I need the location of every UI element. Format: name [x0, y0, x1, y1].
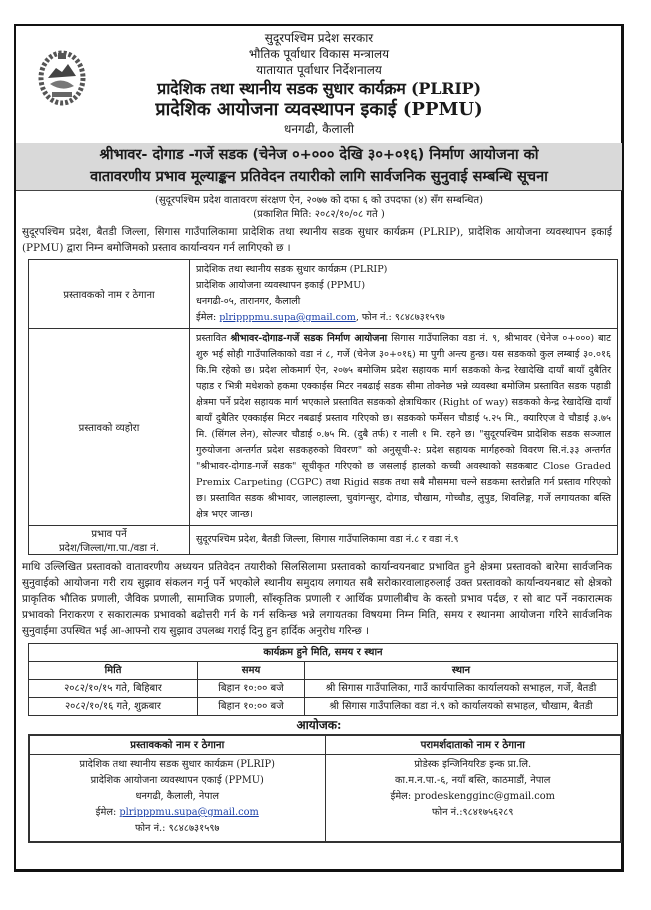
- email-link[interactable]: plripppmu.supa@gmail.com: [219, 312, 356, 323]
- table-row: [29, 698, 618, 716]
- schedule-place: श्री सिगास गाउँपालिका वडा नं.९ को कार्यालयको सभाहल, चौखाम, बैतडी: [305, 698, 618, 716]
- directorate-name: यातायात पूर्वाधार निर्देशनालय: [256, 63, 382, 77]
- table-row: [29, 260, 618, 329]
- organizer-table: [28, 734, 622, 843]
- notice-document: [16, 26, 622, 843]
- schedule-time: बिहान १०:०० बजे: [198, 680, 305, 698]
- consultant-line: ईमेल: prodeskengginc@gmail.com: [390, 791, 555, 802]
- affected-label-line: प्रभाव पर्ने: [91, 529, 127, 540]
- consultant-line: का.म.न.पा.-६, नयाँ बस्ति, काठमाडौं, नेपाल: [395, 775, 551, 786]
- office-location: धनगढी, कैलाली: [284, 122, 354, 136]
- proponent-label: प्रस्तावकको नाम र ठेगाना: [29, 260, 190, 329]
- proponent-line: प्रादेशिक आयोजना व्यवस्थापन एकाई (PPMU): [90, 775, 264, 786]
- proponent-value: [190, 260, 618, 329]
- schedule-table: [28, 643, 618, 716]
- consultant-line: फोन नं.:९८४१७५६२८९: [432, 807, 514, 818]
- column-header-date: मिति: [29, 662, 198, 680]
- appeal-paragraph: माथि उल्लिखित प्रस्तावको वातावरणीय अध्ययन प्रतिवेदन तयारीको सिलसिलामा प्रस्तावको कार्यान्वयनबाट प्रभावित हुने क्षेत्रमा प्रस्तावको बारेमा सार्वजनिक सुनुवाईको आयोजना गरी राय सुझाव संकलन गर्नु पर्ने भएकोले स्थानीय समुदाय लगायत सबै सरोकारवालाहरुलाई उक्त प्रस्तावको कार्यान्वयनबाट सो क्षेत्रको प्राकृतिक भौतिक प्रणाली, जैविक प्रणाली, सामाजिक प्रणाली, साँस्कृतिक प्रणाली र आर्थिक प्रणालीबीच के कस्तो प्रभाव पर्दछ, र सो बाट पर्ने नकारात्मक प्रभावको निराकरण र सकारात्मक प्रभावको बढोत्तरी गर्न के गर्न सकिन्छ भन्ने लगायतका विषयमा निम्न मिति, समय र स्थानमा आयोजना गरिने सार्वजनिक सुनुवाईमा उपस्थित भई आ-आफ्नो राय सुझाव उपलब्ध गराई दिनु हुन हार्दिक अनुरोध गरिन्छ ।: [22, 561, 612, 637]
- column-header-place: स्थान: [305, 662, 618, 680]
- description-label: प्रस्तावको व्यहोरा: [29, 329, 190, 526]
- column-header-time: समय: [198, 662, 305, 680]
- ministry-name: भौतिक पूर्वाधार विकास मन्त्रालय: [248, 47, 390, 61]
- organizer-title: आयोजक:: [296, 718, 342, 732]
- description-value: [190, 329, 618, 526]
- proponent-line: प्रादेशिक तथा स्थानीय सडक सुधार कार्यक्रम (PLRIP): [196, 264, 388, 275]
- unit-name: प्रादेशिक आयोजना व्यवस्थापन इकाई (PPMU): [155, 99, 483, 120]
- proponent-line: प्रादेशिक तथा स्थानीय सडक सुधार कार्यक्रम (PLRIP): [79, 759, 275, 770]
- consultant-details: [325, 755, 621, 843]
- table-row: [29, 526, 618, 555]
- table-header-row: [29, 662, 618, 680]
- proponent-header: प्रस्तावकको नाम र ठेगाना: [29, 735, 325, 755]
- schedule-date: २०८२/१०/१५ गते, बिहिबार: [29, 680, 198, 698]
- proponent-contact: [196, 310, 611, 326]
- description-pre: प्रस्तावित: [196, 333, 227, 344]
- notice-title-line2: वातावरणीय प्रभाव मूल्याङ्कन प्रतिवेदन तयारीको लागि सार्वजनिक सुनुवाई सम्बन्धि सूचना: [90, 169, 548, 185]
- proponent-phone: फोन नं.: ९८४८७३१५९७: [134, 823, 220, 834]
- schedule-date: २०८२/१०/१६ गते, शुक्रबार: [29, 698, 198, 716]
- affected-area-label: [29, 526, 190, 555]
- email-label: ईमेल:: [196, 312, 217, 323]
- table-row: [29, 644, 618, 662]
- proponent-line: धनगढी-०५, तारानगर, कैलाली: [196, 296, 301, 307]
- proponent-email-row: [34, 805, 321, 821]
- affected-label-line: प्रदेश/जिल्ला/गा.पा./वडा नं.: [58, 543, 160, 554]
- published-date: (प्रकाशित मिति: २०८२/१०/०८ गते ): [253, 209, 385, 220]
- act-reference: (सुदूरपश्चिम प्रदेश वातावरण संरक्षण ऐन, २०७७ को दफा ६ को उपदफा (४) सँग सम्बन्धित): [154, 195, 483, 206]
- proponent-line: प्रादेशिक आयोजना व्यवस्थापन इकाई (PPMU): [196, 280, 366, 291]
- government-name: सुदूरपश्चिम प्रदेश सरकार: [264, 31, 374, 45]
- table-row: [29, 755, 621, 843]
- table-row: [29, 680, 618, 698]
- affected-area-value: सुदूरपश्चिम प्रदेश, बैतडी जिल्ला, सिगास गाउँपालिकामा वडा नं.८ र वडा नं.९: [190, 526, 618, 555]
- schedule-time: बिहान १०:०० बजे: [198, 698, 305, 716]
- consultant-line: प्रोडेस्क इन्जिनियरिङ इन्क प्रा.लि.: [414, 759, 532, 770]
- consultant-header: परामर्शदाताको नाम र ठेगाना: [325, 735, 621, 755]
- notice-title-line1: श्रीभावर- दोगाड -गर्जे सडक (चेनेज ०+००० देखि ३०+०१६) निर्माण आयोजना को: [99, 147, 539, 163]
- project-name: श्रीभावर-दोगाड-गर्जे सडक निर्माण आयोजना: [230, 333, 388, 344]
- phone-label: , फोन नं.:: [355, 312, 392, 323]
- proposal-info-table: [28, 259, 618, 555]
- phone-number: ९८४८७३१५९७: [394, 312, 445, 323]
- header: [16, 26, 622, 137]
- notice-title-banner: [16, 143, 622, 191]
- email-link[interactable]: plripppmu.supa@gmail.com: [119, 807, 259, 818]
- intro-paragraph: सुदूरपश्चिम प्रदेश, बैतडी जिल्ला, सिगास गाउँपालिकामा प्रादेशिक तथा स्थानीय सडक सुधार कार्यक्रम (PLRIP), प्रादेशिक आयोजना व्यवस्थापन इकाई (PPMU) द्वारा निम्न बमोजिमको प्रस्ताव कार्यान्वयन गर्न लागिएको छ ।: [22, 226, 612, 254]
- program-name: प्रादेशिक तथा स्थानीय सडक सुधार कार्यक्रम (PLRIP): [157, 79, 481, 98]
- email-label: ईमेल:: [95, 807, 120, 818]
- proponent-details: [29, 755, 325, 843]
- table-row: [29, 329, 618, 526]
- schedule-place: श्री सिगास गाउँपालिका, गाउँ कार्यपालिका कार्यालयको सभाहल, गर्जे, बैतडी: [305, 680, 618, 698]
- table-header-row: [29, 735, 621, 755]
- proponent-line: धनगढी, कैलाली, नेपाल: [135, 791, 220, 802]
- schedule-title: कार्यक्रम हुने मिति, समय र स्थान: [29, 644, 618, 662]
- description-body: सिगास गाउँपालिका वडा नं. ९, श्रीभावर (चेनेज ०+०००) बाट शुरु भई सोही गाउँपालिकाको वडा नं ८, गर्जे (चेनेज ३०+०१६) मा पुगी अन्त्य हुन्छ। यस सडकको कुल लम्बाई ३०.०१६ कि.मि रहेको छ। प्रदेश लोकमार्ग ऐन, २०७५ बमोजिम प्रदेश सहायक मार्ग सडकको केन्द्र रेखादेखि दायाँ बायाँ दुबैतिर पहाड र भित्री मधेशको हकमा एक्काईस मिटर नबढाई सडक सीमा तोक्नेछ भन्ने व्यवस्था बमोजिम प्रस्तावित सडक पहाडी क्षेत्रमा पर्ने प्रदेश सहायक मार्ग भएकाले प्रस्तावित सडकको क्षेत्राधिकार (Right of way) सडकको केन्द्र रेखादेखि दायाँ बायाँ दुबैतिर एक्काईस मिटर नबढाई प्रस्ताव गरिएको छ। सडकको फर्मेसन चौडाई ५.२५ मि., क्यारिएज वे चौडाई ३.७५ मि. (सिंगल लेन), सोल्जर चौडाई ०.७५ मि. (दुबै तर्फ) र नाली १ मि. रहने छ। "सुदूरपश्चिम प्रादेशिक सडक सञ्जाल गुरुयोजना अन्तर्गत प्रदेश सडकहरुको विवरण" को अनुसूची-२: प्रदेश सहायक मार्गहरुको विवरण सि.नं.३३ अन्तर्गत "श्रीभावर-दोगाड-गर्जे सडक" सूचीकृत गरिएको छ जसलाई हालको कच्ची अवस्थाको सडकबाट Close Graded Premix Carpeting (CGPC) तथा Rigid सडक तथा सबै मौसममा चल्ने सडकमा स्तरोन्नति गर्न प्रस्ताव गरिएको छ। प्रस्तावित सडक श्रीभावर, जालहाल्ला, चुवांगन्सुर, दोगाड, चौखाम, गोच्चौड, लुपुड, शिवलिङ्ग, गर्जे लगायतका बस्ति क्षेत्र भएर जान्छ।: [196, 333, 611, 520]
